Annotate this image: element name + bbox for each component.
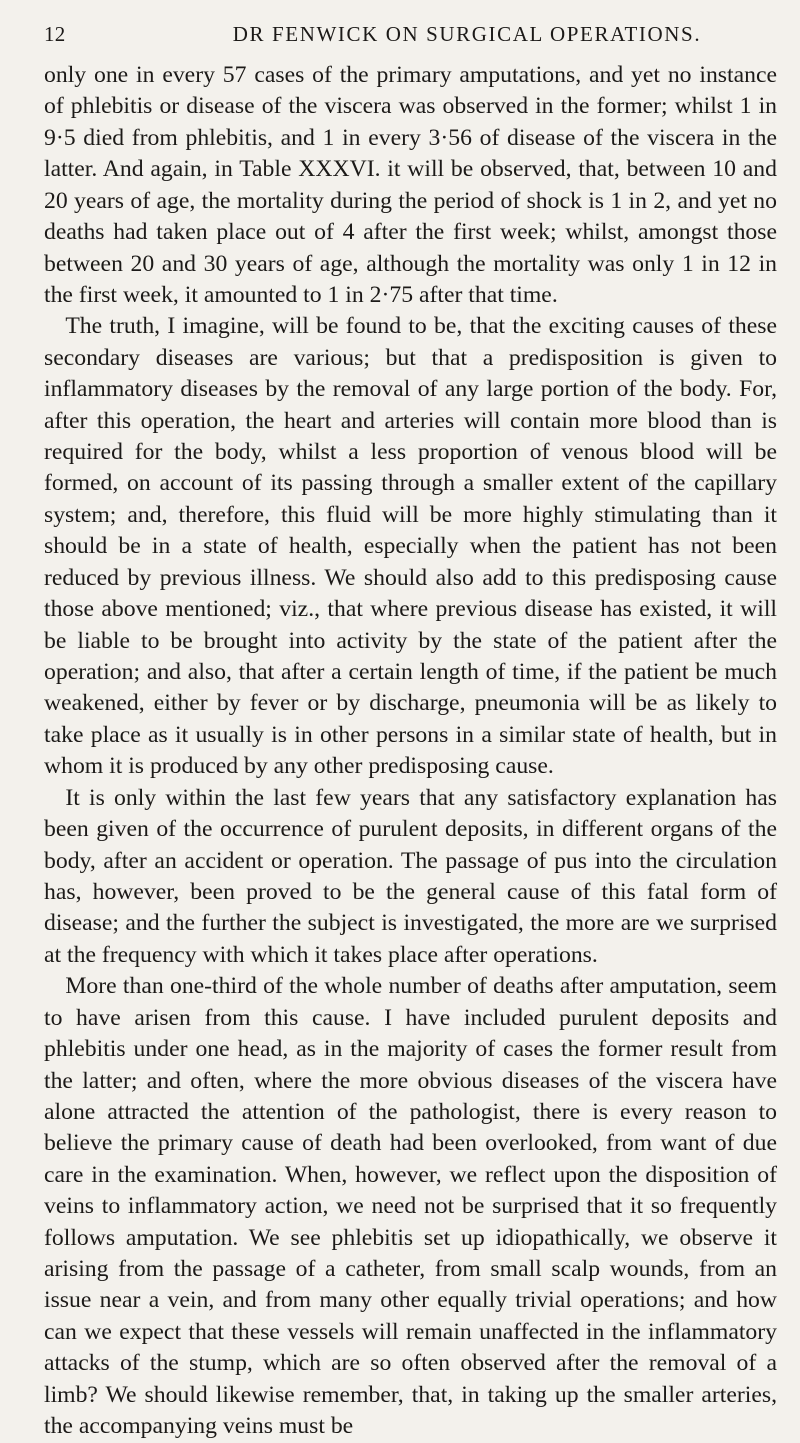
page-number: 12 <box>44 22 66 46</box>
paragraph-continuation: only one in every 57 cases of the primary amputations, and yet no instance of phlebitis or disease of the viscera was observed in the former; whilst 1 in 9·5 died from phlebitis, and 1 in every 3·56 of disease of the viscera in the latter. And again, in Table XXXVI. it will be observed, that, between 10 and 20 years of age, the mortality during the period of shock is 1 in 2, and yet no deaths had taken place out of 4 after the first week; whilst, amongst those between 20 and 30 years of age, although the mortality was only 1 in 12 in the first week, it amounted to 1 in 2·75 after that time. <box>44 62 777 308</box>
running-head <box>44 22 760 52</box>
paragraph-purulent-deposits: It is only within the last few years that any satisfactory explanation has been given of the occurrence of purulent deposits, in different organs of the body, after an accident or operation. The passage of pus into the circulation has, however, been proved to be the general cause of this fatal form of disease; and the further the subject is investigated, the more are we surprised at the frequency with which it takes place after operations. <box>44 784 777 968</box>
running-title: DR FENWICK ON SURGICAL OPERATIONS. <box>232 22 702 46</box>
paragraph-deaths-after-amputation: More than one-third of the whole number of deaths after amputation, seem to have arisen from this cause. I have included purulent deposits and phlebitis under one head, as in the majority of cases the former result from the latter; and often, where the more obvious diseases of the viscera have alone attracted the attention of the pathologist, there is every reason to believe the primary cause of death had been overlooked, from want of due care in the examination. When, however, we reflect upon the disposition of veins to inflammatory action, we need not be surprised that it so frequently follows amputation. We see phlebitis set up idiopathically, we observe it arising from the passage of a catheter, from small scalp wounds, from an issue near a vein, and from many other equally trivial operations; and how can we expect that these vessels will remain unaffected in the inflammatory attacks of the stump, which are so often observed after the removal of a limb? We should likewise remember, that, in taking up the smaller arteries, the accompanying veins must be <box>44 973 777 1440</box>
paragraph-exciting-causes: The truth, I imagine, will be found to be, that the exciting causes of these secondary diseases are various; but that a predisposition is given to inflammatory diseases by the removal of any large portion of the body. For, after this operation, the heart and arteries will contain more blood than is required for the body, whilst a less proportion of venous blood will be formed, on account of its passing through a smaller extent of the capillary system; and, therefore, this fluid will be more highly stimulating than it should be in a state of health, especially when the patient has not been reduced by previous illness. We should also add to this predisposing cause those above mentioned; viz., that where previous disease has existed, it will be liable to be brought into activity by the state of the patient after the operation; and also, that after a certain length of time, if the patient be much weakened, either by fever or by discharge, pneumonia will be as likely to take place as it usually is in other persons in a similar state of health, but in whom it is produced by any other predisposing cause. <box>44 313 777 780</box>
body-text <box>44 60 777 1443</box>
